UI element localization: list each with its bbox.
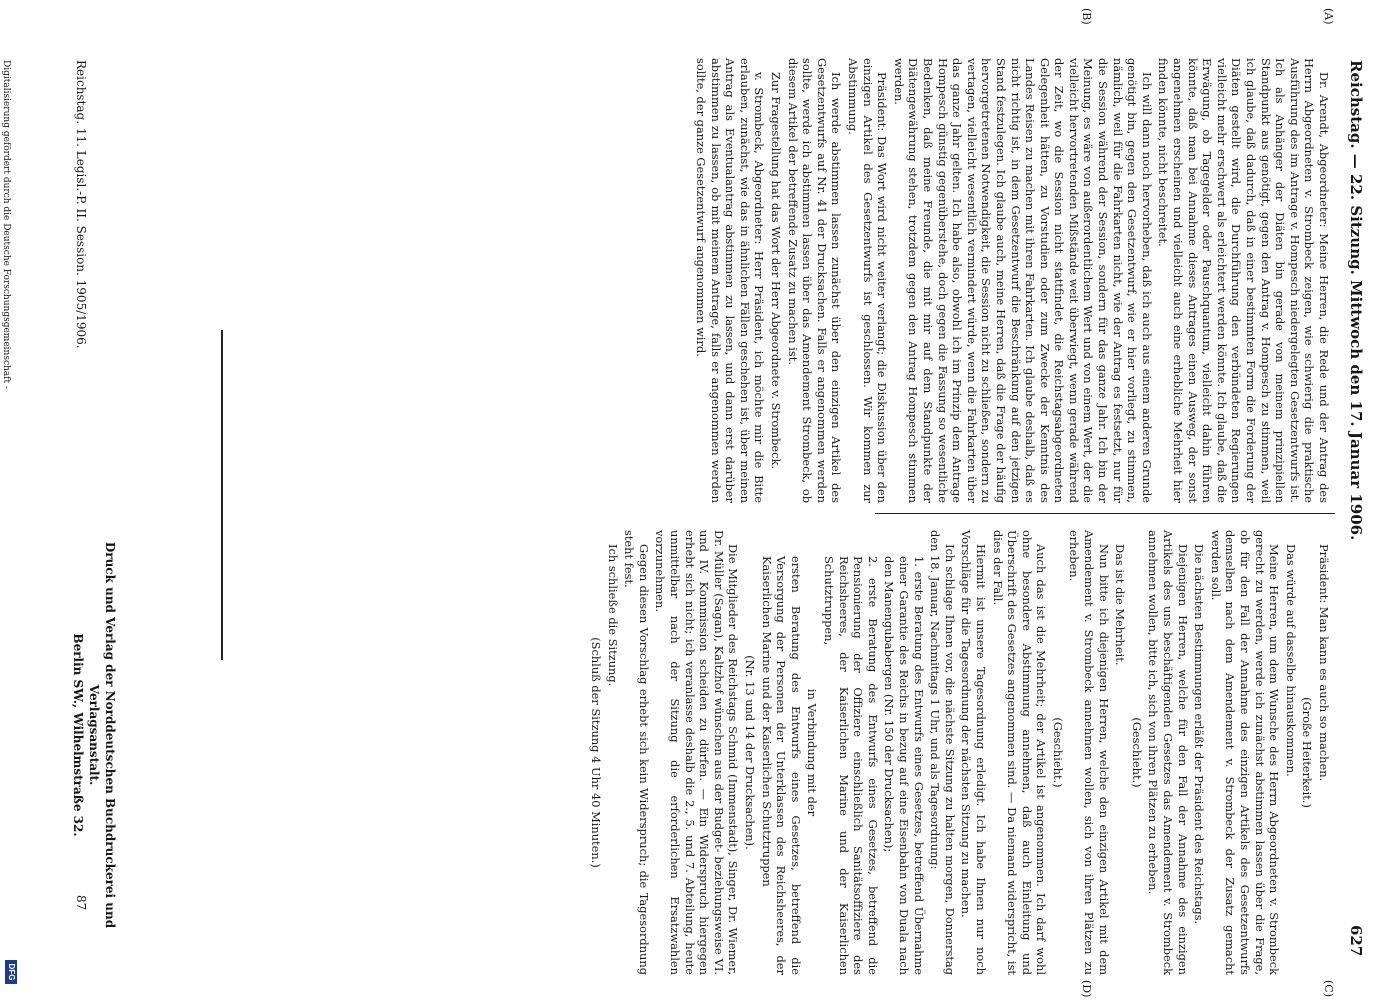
- paragraph: Zur Fragestellung hat das Wort der Herr Abgeordnete v. Strombeck.: [769, 72, 784, 470]
- paragraph: (Geschieht.): [1050, 717, 1065, 788]
- paragraph: v. Strombeck, Abgeordneter: Herr Präsident, ich möchte mir die Bitte erlauben, zunächst, wie das in ähnlichen Fällen geschehen ist, über meinen Antrag als Eventualantrag abstimmen zu lassen, und dann erst darüber abstimmen zu lassen, ob mit meinem Antrage, falls er angenommen werden sollte, der ganze Gesetzentwurf angenommen wird.: [694, 58, 767, 503]
- paragraph: Auch das ist die Mehrheit; der Artikel ist angenommen. Ich darf wohl ohne besondere Abstimmung annehmen, daß auch Einleitung und Überschrift des Gesetzes angenommen sind. — Da niemand widerspricht, ist dies der Fall.: [990, 530, 1049, 975]
- paragraph: Diejenigen Herren, welche für den Fall der Annahme des einzigen Artikels des uns beschäftigenden Gesetzes das Amendement v. Strombeck annehmen wollen, bitte ich, sich von ihren Plätzen zu erheben.: [1146, 530, 1190, 975]
- paragraph: Präsident: Das Wort wird nicht weiter verlangt; die Diskussion über den einzigen Artikel des Gesetzentwurfs ist geschlossen. Wir kommen zur Abstimmung.: [846, 58, 890, 503]
- left-column: [691, 58, 1331, 503]
- margin-marker-a: (A): [1322, 8, 1335, 25]
- paragraph: (Nr. 13 und 14 der Drucksachen).: [743, 655, 758, 850]
- paragraph: Präsident: Man kann es auch so machen.: [1317, 544, 1331, 782]
- running-header: Reichstag. — 22. Sitzung. Mittwoch den 17. Januar 1906.: [1347, 60, 1365, 541]
- printer-line: Berlin SW., Wilhelmstraße 32.: [71, 633, 85, 837]
- agenda-item: 2. erste Beratung des Entwurfs eines Gesetzes, betreffend die Pensionierung der Offiziere einschließlich Sanitätsoffiziere des Reichsheeres, der Kaiserlichen Marine und der Kaiserlichen Schutztruppen,: [822, 556, 880, 975]
- paragraph: (Geschieht.): [1129, 717, 1144, 788]
- separator-rule: [221, 330, 223, 660]
- margin-marker-d: (D): [1080, 980, 1093, 998]
- right-column: [587, 530, 1332, 975]
- paragraph: Hiermit ist unsere Tagesordnung erledigt. Ich habe Ihnen nur noch Vorschläge für die Tagesordnung der nächsten Sitzung zu machen.: [959, 530, 988, 975]
- margin-marker-c: (C): [1322, 980, 1335, 997]
- agenda-item: ersten Beratung des Entwurfs eines Gesetzes, betreffend die Versorgung der Personen der Unterklassen des Reichsheeres, der Kaiserlichen Marine und der Kaiserlichen Schutztruppen: [759, 556, 803, 975]
- paragraph: Ich werde abstimmen lassen zunächst über den einzigen Artikel des Gesetzentwurfs auf Nr. 41 der Drucksachen. Falls er angenommen werden sollte, werde ich abstimmen lassen über das Amendement Strombeck, ob diesem Artikel der betreffende Zusatz zu machen ist.: [785, 58, 844, 503]
- margin-marker-b: (B): [1080, 8, 1093, 25]
- paragraph: Ich schließe die Sitzung.: [605, 544, 620, 687]
- page-number: 627: [1347, 925, 1365, 957]
- printer-line: Druck und Verlag der Norddeutschen Buchdruckerei und Verlagsanstalt.: [87, 541, 117, 929]
- agenda-item: 1. erste Beratung des Entwurfs eines Gesetzes, betreffend Übernahme einer Garantie des Reichs in bezug auf eine Eisenbahn von Duala nach den Manengubabergen (Nr. 150 der Drucksachen);: [882, 556, 926, 975]
- paragraph: Ich will dann noch hervorheben, daß ich auch aus einem anderen Grunde genötigt bin, gegen den Gesetzentwurf, wie er hier vorliegt, zu stimmen, nämlich, weil für die Fahrkarten nicht, wie der Antrag es festsetzt, nur für die Session während der Session, sondern für das ganze Jahr. Ich bin der Meinung, es wäre von außerordentlichem Wert und von einem Wert, der die vielleicht hervortretenden Mißstände weit überwiegt, wenn gerade während der Zeit, wo die Session nicht stattfindet, die Reichstagsabgeordneten Gelegenheit hätten, zu Vorstudien oder zum Zwecke der Kenntnis des Landes Reisen zu machen mit ihren Fahrkarten. Ich glaube deshalb, daß es nicht richtig ist, in dem Gesetzentwurf die Beschränkung auf den jetzigen Stand festzulegen. Ich glaube auch, meine Herren, daß die Frage der häufig hervorgetretenen Notwendigkeit, die Session nicht zu schließen, sondern zu vertagen, vielleicht wesentlich vermindert würde, wenn die Fahrkarten über das ganze Jahr gelten. Ich habe also, obwohl ich im Prinzip dem Antrage Hompesch günstig gegenüberstehe, doch gegen die Fassung so wesentliche Bedenken, daß meine Freunde, die mit mir auf dem Standpunkte der Diätengewährung stehen, trotzdem gegen den Antrag Hompesch stimmen werden.: [891, 58, 1154, 503]
- paragraph: Das ist die Mehrheit.: [1113, 544, 1128, 666]
- paragraph: Nun bitte ich diejenigen Herren, welche den einzigen Artikel mit dem Amendement v. Strombeck annehmen wollen, sich von ihren Plätzen zu erheben.: [1067, 530, 1111, 975]
- dfg-logo: DFG: [5, 960, 17, 984]
- paragraph: Meine Herren, um dem Wunsche des Herrn Abgeordneten v. Strombeck gerecht zu werden, werde ich zunächst abstimmen lassen über die Frage, ob für den Fall der Annahme des einzigen Artikels des Gesetzentwurfs demselben nach dem Amendement v. Strombeck der Zusatz gemacht werden soll.: [1208, 530, 1282, 975]
- paragraph: (Große Heiterkeit.): [1300, 697, 1315, 808]
- paragraph: Ich schlage Ihnen vor, die nächste Sitzung zu halten morgen, Donnerstag den 18. Januar, Nachmittags 1 Uhr, und als Tagesordnung:: [928, 530, 957, 975]
- paragraph: Die nächsten Bestimmungen erläßt der Präsident des Reichstags.: [1192, 544, 1207, 925]
- paragraph: Das würde auf dasselbe hinauskommen.: [1283, 544, 1298, 777]
- paragraph: (Schluß der Sitzung 4 Uhr 40 Minuten.): [589, 637, 604, 868]
- digitization-credit: Digitalisierung gefördert durch die Deutsche Forschungsgemeinschaft -: [1, 60, 11, 389]
- column-divider: [875, 513, 1335, 514]
- paragraph: in Verbindung mit der: [805, 688, 820, 817]
- footer-session-info: Reichstag. 11. Legisl.-P. II. Session. 1905/1906.: [74, 60, 88, 349]
- paragraph: Dr. Arendt, Abgeordneter: Meine Herren, die Rede und der Antrag des Herrn Abgeordneten v. Strombeck zeigen, wie schwierig die praktische Ausführung des im Antrage v. Hompesch niedergelegten Gesetzentwurfs ist. Ich als Anhänger der Diäten bin gerade von meinem prinzipiellen Standpunkt aus genötigt, gegen den Antrag v. Hompesch zu stimmen, weil ich glaube, daß dadurch, daß in einer bestimmten Form die Forderung der Diäten gestellt wird, die Durchführung den verbündeten Regierungen vielleicht mehr erschwert als erleichtert werden könnte. Ich glaube, daß die Erwägung, ob Tagegelder oder Pauschquantum, vielleicht dahin führen könnte, daß man bei Annahme dieses Antrages einen Ausweg, der sonst angenehmen erscheinen und vielleicht auch eine erhebliche Mehrheit hier finden könnte, nicht beschreitet.: [1156, 58, 1331, 503]
- paragraph: Die Mitglieder des Reichstags Schmid (Immenstadt), Singer, Dr. Wiemer, Dr. Müller (Sagan), Kaltzhof wünschen aus der Budget- beziehungsweise VI. und IV. Kommission scheiden zu dürfen. — Ein Widerspruch hiergegen erhebt sich nicht; ich veranlasse deshalb die 2., 5. und 7. Abteilung, heute unmittelbar nach der Sitzung die erforderlichen Ersatzwahlen vorzunehmen.: [653, 530, 741, 975]
- paragraph: Gegen diesen Vorschlag erhebt sich kein Widerspruch; die Tagesordnung steht fest.: [622, 530, 651, 975]
- folio-number: 87: [74, 895, 88, 911]
